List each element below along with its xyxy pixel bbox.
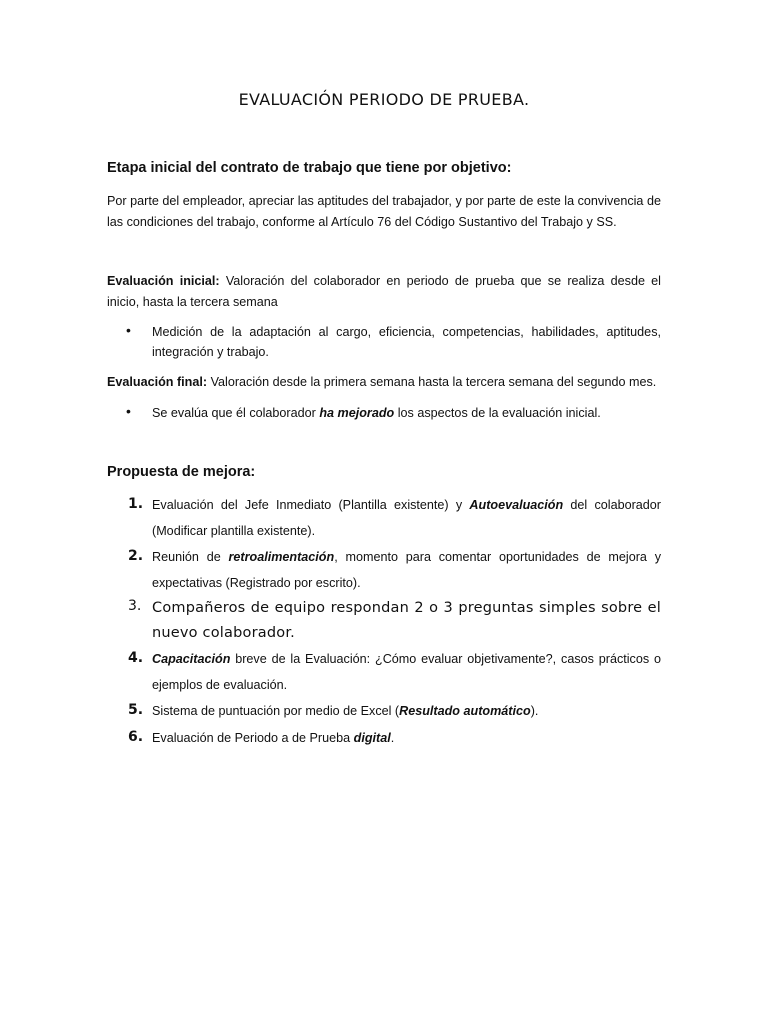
item-text-emphasis: retroalimentación bbox=[228, 550, 335, 564]
item-text-part: Evaluación del Jefe Inmediato (Plantilla existente) y bbox=[152, 498, 470, 512]
bullet-icon: • bbox=[126, 403, 131, 419]
propuesta-item-3: Compañeros de equipo respondan 2 o 3 preguntas simples sobre el nuevo colaborador. bbox=[152, 600, 661, 641]
evaluacion-inicial-bullet-text: Medición de la adaptación al cargo, eficiencia, competencias, habilidades, aptitudes, integración y trabajo. bbox=[152, 325, 661, 359]
item-text-emphasis: Capacitación bbox=[152, 652, 231, 666]
evaluacion-inicial-label: Evaluación inicial: bbox=[107, 274, 220, 288]
item-text-part: Reunión de bbox=[152, 550, 229, 564]
list-number: 1. bbox=[128, 496, 144, 512]
evaluacion-inicial-paragraph bbox=[107, 271, 661, 313]
item-text-part: Sistema de puntuación por medio de Excel ( bbox=[152, 704, 400, 718]
item-text-emphasis: digital bbox=[353, 731, 391, 745]
list-number: 2. bbox=[128, 548, 144, 564]
propuesta-heading: Propuesta de mejora: bbox=[107, 464, 256, 480]
item-text-part: breve de la Evaluación: ¿Cómo evaluar objetivamente?, casos prácticos o ejemplos de evaluación. bbox=[152, 652, 661, 692]
list-number: 6. bbox=[128, 729, 144, 745]
item-text-emphasis: Resultado automático bbox=[399, 704, 531, 718]
evaluacion-final-bullet-text bbox=[152, 403, 661, 423]
item-text-part: del colaborador (Modificar plantilla existente). bbox=[152, 498, 661, 538]
bullet-text-part: Se evalúa que él colaborador bbox=[152, 406, 320, 420]
item-text-part: , momento para comentar oportunidades de mejora y expectativas (Registrado por escrito). bbox=[152, 550, 661, 590]
list-number: 3. bbox=[128, 598, 142, 614]
propuesta-item-5 bbox=[152, 698, 661, 724]
item-text-emphasis: Autoevaluación bbox=[469, 498, 564, 512]
bullet-text-emphasis: ha mejorado bbox=[319, 406, 395, 420]
propuesta-item-6 bbox=[152, 725, 661, 751]
item-text-part: . bbox=[390, 731, 395, 745]
evaluacion-final-paragraph bbox=[107, 372, 661, 393]
propuesta-item-4 bbox=[152, 646, 661, 698]
item-text-part: ). bbox=[530, 704, 539, 718]
propuesta-item-2 bbox=[152, 544, 661, 596]
list-number: 4. bbox=[128, 650, 144, 666]
evaluacion-inicial-text: Valoración del colaborador en periodo de prueba que se realiza desde el inicio, hasta la tercera semana bbox=[107, 274, 661, 309]
list-number: 5. bbox=[128, 702, 144, 718]
item-text-part: Evaluación de Periodo a de Prueba bbox=[152, 731, 354, 745]
propuesta-item-1 bbox=[152, 492, 661, 544]
section-heading-etapa-inicial: Etapa inicial del contrato de trabajo que tiene por objetivo: bbox=[107, 160, 512, 176]
section-body-etapa-inicial: Por parte del empleador, apreciar las aptitudes del trabajador, y por parte de este la convivencia de las condiciones del trabajo, conforme al Artículo 76 del Código Sustantivo del Trabajo y SS. bbox=[107, 194, 661, 229]
evaluacion-final-text: Valoración desde la primera semana hasta la tercera semana del segundo mes. bbox=[207, 375, 657, 389]
bullet-text-part: los aspectos de la evaluación inicial. bbox=[394, 406, 601, 420]
bullet-icon: • bbox=[126, 322, 131, 338]
evaluacion-final-label: Evaluación final: bbox=[107, 375, 208, 389]
document-title: EVALUACIÓN PERIODO DE PRUEBA. bbox=[238, 90, 530, 109]
